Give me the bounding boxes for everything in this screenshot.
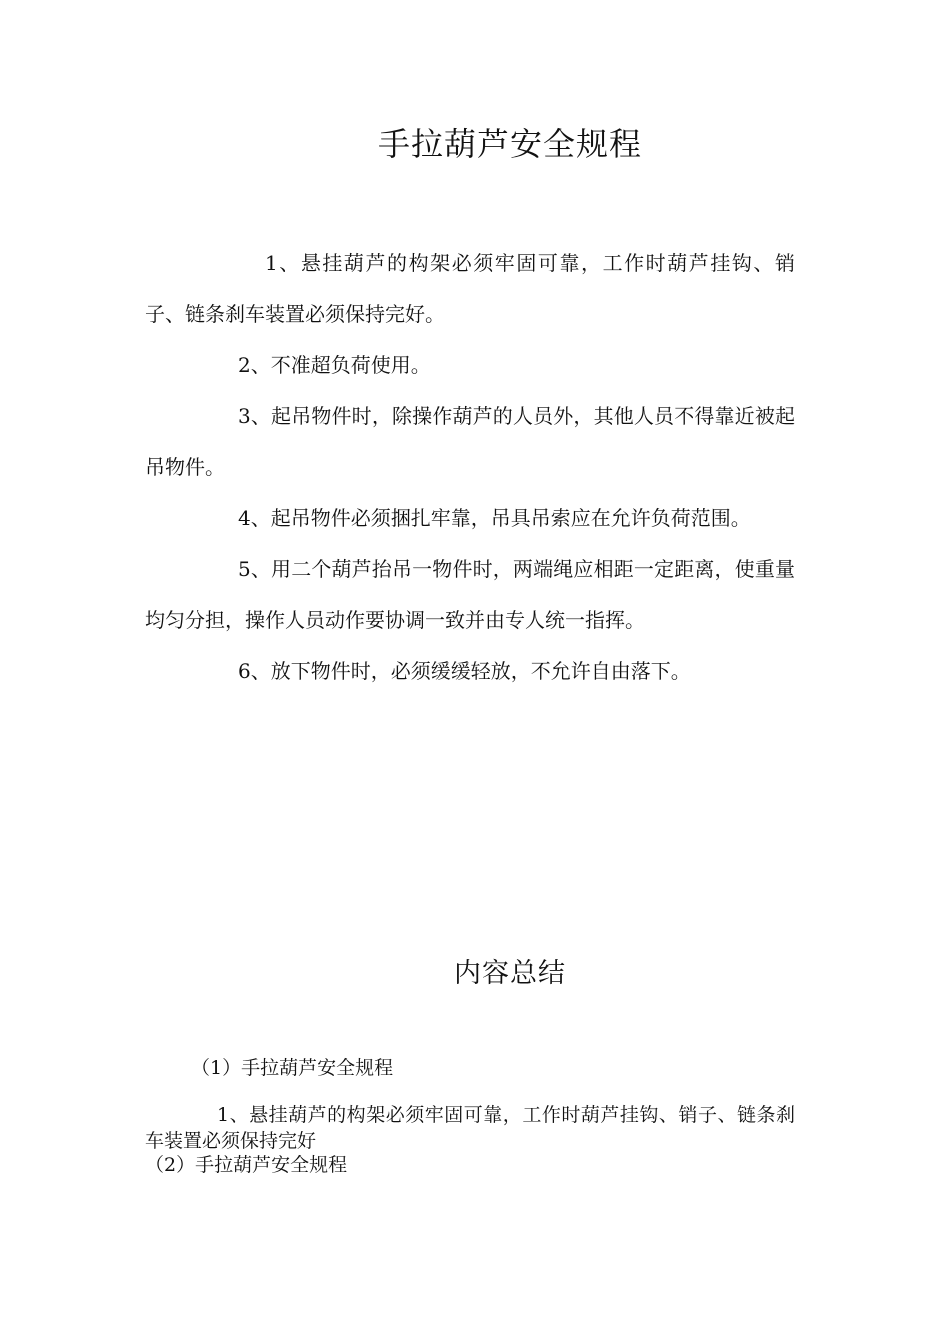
page-title: 手拉葫芦安全规程 <box>377 125 642 163</box>
summary-item-1: （1）手拉葫芦安全规程 <box>191 1057 394 1079</box>
rule-item-5: 5、用二个葫芦抬吊一物件时，两端绳应相距一定距离，使重量均匀分担，操作人员动作要协调一致并由专人统一指挥。 <box>145 557 795 632</box>
rule-item-3: 3、起吊物件时，除操作葫芦的人员外，其他人员不得靠近被起吊物件。 <box>145 404 795 479</box>
rules-list <box>145 238 795 697</box>
summary-item-2: （2）手拉葫芦安全规程 <box>145 1154 348 1176</box>
rule-item-2: 2、不准超负荷使用。 <box>238 353 431 377</box>
summary-title: 内容总结 <box>454 958 566 989</box>
summary-item-1-text: 1、悬挂葫芦的构架必须牢固可靠，工作时葫芦挂钩、销子、链条刹车装置必须保持完好 <box>145 1104 795 1152</box>
rule-item-4: 4、起吊物件必须捆扎牢靠，吊具吊索应在允许负荷范围。 <box>238 506 751 530</box>
rule-item-6: 6、放下物件时，必须缓缓轻放，不允许自由落下。 <box>238 659 691 683</box>
rule-item-1: 1、悬挂葫芦的构架必须牢固可靠，工作时葫芦挂钩、销子、链条刹车装置必须保持完好。 <box>145 251 795 326</box>
